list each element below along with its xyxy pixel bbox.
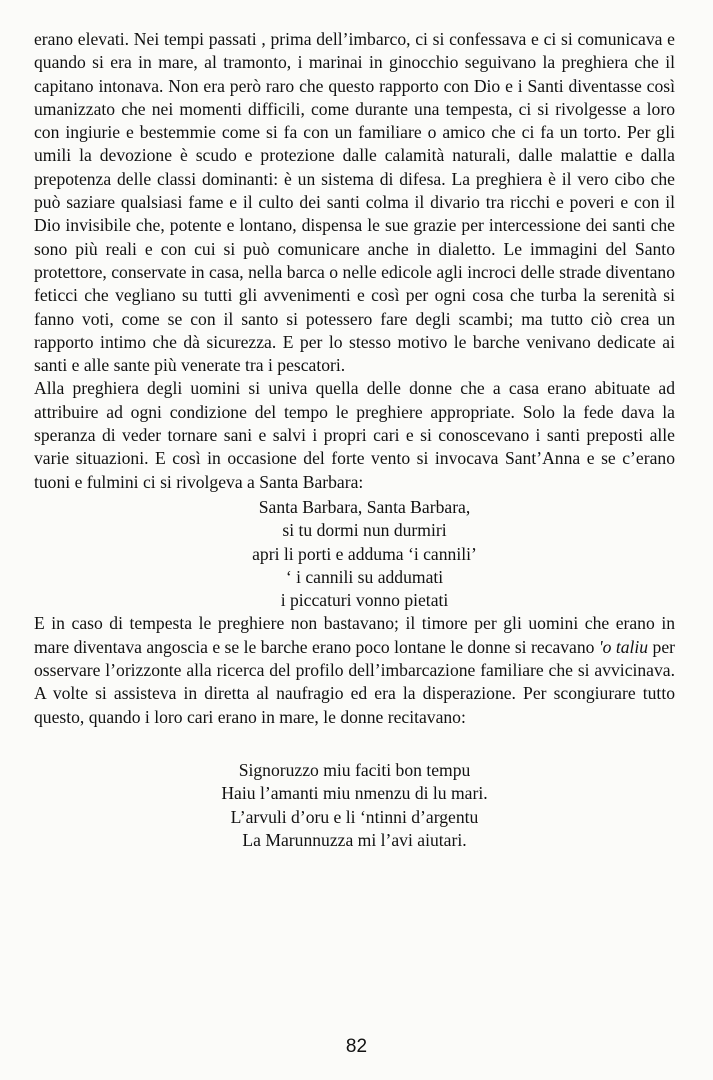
verse-line: si tu dormi nun durmiri (282, 520, 447, 541)
main-text (34, 28, 675, 494)
page-number: 82 (345, 1036, 368, 1057)
verse-line: Santa Barbara, Santa Barbara, (258, 496, 471, 517)
paragraph-3-end: per osservare l’orizzonte alla ricerca del profilo dell’imbarcazione familiare che si avvicinava. A volte si assisteva in diretta al naufragio ed era la disperazione. Per scongiurare tutto questo, quando i loro cari erano in mare, le donne recitavano: (34, 636, 675, 727)
main-text-continued (34, 612, 675, 728)
verse-line: i piccaturi vonno pietati (280, 590, 449, 611)
paragraph-3 (34, 612, 675, 728)
paragraph-2: Alla preghiera degli uomini si univa quella delle donne che a casa erano abituate ad attribuire ad ogni condizione del tempo le preghiere appropriate. Solo la fede dava la speranza di veder tornare sani e salvi i propri cari e si conoscevano i santi preposti alle varie situazioni. E così in occasione del forte vento si invocava Sant’Anna e se c’erano tuoni e fulmini ci si rivolgeva a Santa Barbara: (34, 378, 675, 492)
verse-line: L’arvuli d’oru e li ‘ntinni d’argentu (230, 806, 479, 827)
verse-line: ‘ i cannili su addumati (285, 566, 444, 587)
verse-line: Signoruzzo miu faciti bon tempu (238, 759, 471, 780)
verse-signoruzzo (34, 759, 675, 852)
verse-line: La Marunnuzza mi l’avi aiutari. (242, 829, 467, 850)
verse-santa-barbara (34, 496, 675, 612)
verse-line: Haiu l’amanti miu nmenzu di lu mari. (221, 783, 488, 804)
paragraph-1: erano elevati. Nei tempi passati , prima dell’imbarco, ci si confessava e ci si comunicava e quando si era in mare, al tramonto, i marinai in ginocchio seguivano la preghiera che il capitano intonava. Non era però raro che questo rapporto con Dio e i Santi diventasse così umanizzato che nei momenti difficili, come durante una tempesta, ci si rivolgesse a loro con ingiurie e bestemmie come si fa con un familiare o amico che ci fa un torto. Per gli umili la devozione è scudo e protezione dalle calamità naturali, dalle malattie e dalla prepotenza delle classi dominanti: è un sistema di difesa. La preghiera è il vero cibo che può saziare qualsiasi fame e il culto dei santi colma il divario tra ricchi e poveri e con il Dio invisibile che, potente e lontano, dispensa le sue grazie per intercessione dei santi che sono più reali e con cui si può comunicare anche in dialetto. Le immagini del Santo protettore, conservate in casa, nella barca o nelle edicole agli incroci delle strade diventano feticci che vegliano su tutti gli avvenimenti e così per ogni cosa che turba la serenità si fanno voti, come se con il santo si potessero fare degli scambi; ma tutto ciò crea un rapporto intimo che dà sicurezza. E per lo stesso motivo le barche venivano dedicate ai santi e alle sante più venerate tra i pescatori. (34, 29, 675, 376)
italic-dialect-term: 'o taliu (598, 636, 649, 657)
paragraph-3-start: E in caso di tempesta le preghiere non bastavano; il timore per gli uomini che erano in mare diventava angoscia e se le barche erano poco lontane le donne si recavano (34, 613, 675, 657)
verse-line: apri li porti e adduma ‘i cannili’ (252, 543, 477, 564)
